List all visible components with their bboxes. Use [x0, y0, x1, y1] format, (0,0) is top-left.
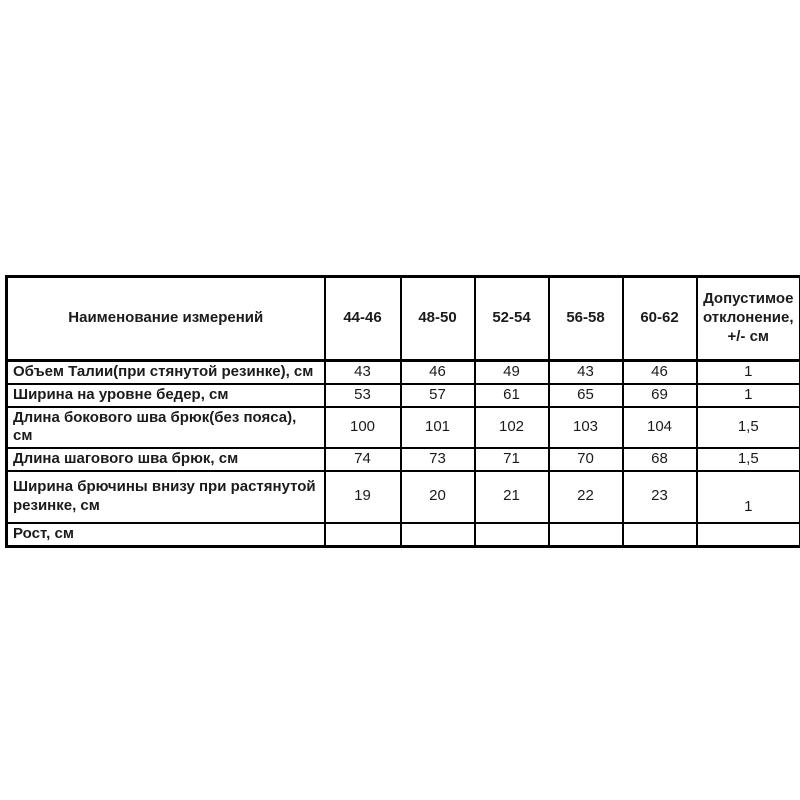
header-size-48-50: 48-50: [401, 277, 475, 361]
tolerance-cell: 1,5: [697, 448, 800, 471]
header-row: [7, 277, 800, 361]
measurements-table: [5, 275, 800, 548]
value-cell: 103: [549, 407, 623, 449]
value-cell: 20: [401, 471, 475, 523]
value-cell: 61: [475, 384, 549, 407]
header-measurement-name: Наименование измерений: [7, 277, 325, 361]
value-cell: 68: [623, 448, 697, 471]
value-cell: 65: [549, 384, 623, 407]
table-row-waist: [7, 361, 800, 384]
value-cell: [549, 523, 623, 546]
value-cell: 102: [475, 407, 549, 449]
value-cell: 21: [475, 471, 549, 523]
row-label: Ширина на уровне бедер, см: [7, 384, 325, 407]
header-size-44-46: 44-46: [325, 277, 401, 361]
value-cell: [475, 523, 549, 546]
table-row-hips: [7, 384, 800, 407]
tolerance-cell: 1: [697, 361, 800, 384]
table-row-side-seam: [7, 407, 800, 449]
row-label: Длина шагового шва брюк, см: [7, 448, 325, 471]
value-cell: 22: [549, 471, 623, 523]
table-body: [7, 361, 800, 547]
value-cell: 74: [325, 448, 401, 471]
table-row-inseam: [7, 448, 800, 471]
header-size-60-62: 60-62: [623, 277, 697, 361]
value-cell: [623, 523, 697, 546]
value-cell: 49: [475, 361, 549, 384]
tolerance-cell: [697, 523, 800, 546]
row-label: Рост, см: [7, 523, 325, 546]
value-cell: 69: [623, 384, 697, 407]
value-cell: 46: [401, 361, 475, 384]
tolerance-cell: 1: [697, 471, 800, 523]
value-cell: 73: [401, 448, 475, 471]
value-cell: 70: [549, 448, 623, 471]
row-label: Длина бокового шва брюк(без пояса), см: [7, 407, 325, 449]
value-cell: 53: [325, 384, 401, 407]
value-cell: 43: [549, 361, 623, 384]
tolerance-cell: 1,5: [697, 407, 800, 449]
value-cell: 19: [325, 471, 401, 523]
value-cell: 104: [623, 407, 697, 449]
value-cell: [401, 523, 475, 546]
value-cell: 71: [475, 448, 549, 471]
value-cell: 57: [401, 384, 475, 407]
value-cell: 43: [325, 361, 401, 384]
value-cell: 23: [623, 471, 697, 523]
header-size-56-58: 56-58: [549, 277, 623, 361]
table-row-leg-width: [7, 471, 800, 523]
row-label: Объем Талии(при стянутой резинке), см: [7, 361, 325, 384]
tolerance-cell: 1: [697, 384, 800, 407]
value-cell: 101: [401, 407, 475, 449]
value-cell: [325, 523, 401, 546]
row-label: Ширина брючины внизу при растянутой резинке, см: [7, 471, 325, 523]
header-tolerance: Допустимое отклонение, +/- см: [697, 277, 800, 361]
header-size-52-54: 52-54: [475, 277, 549, 361]
value-cell: 46: [623, 361, 697, 384]
table-row-height: [7, 523, 800, 546]
value-cell: 100: [325, 407, 401, 449]
